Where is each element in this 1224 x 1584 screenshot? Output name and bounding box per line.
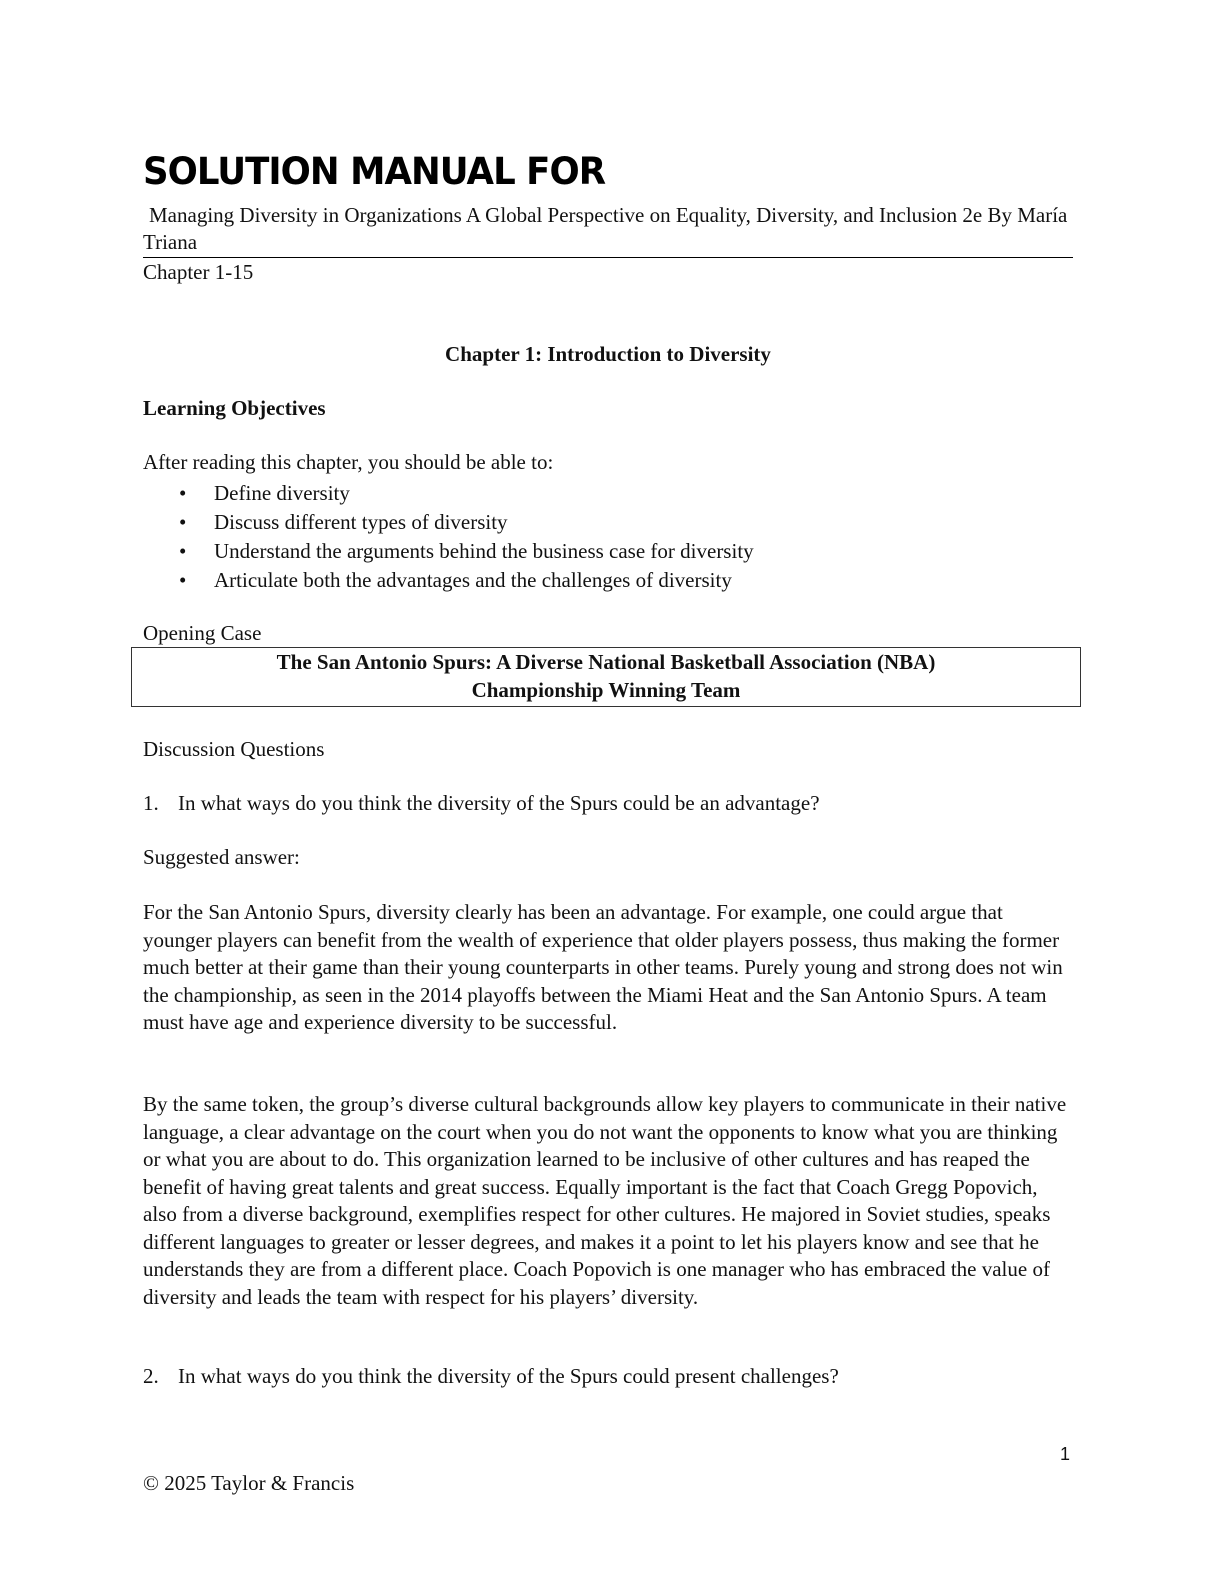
answer-paragraph-1: For the San Antonio Spurs, diversity clearly has been an advantage. For example, one could argue that younger players can benefit from the wealth of experience that older players possess, thus making the former much better at their game than their young counterparts in other teams. Purely young and strong does not win the championship, as seen in the 2014 playoffs between the Miami Heat and the San Antonio Spurs. A team must have age and experience diversity to be successful. [143,900,1063,1034]
question-1 [143,791,820,816]
solution-manual-banner: SOLUTION MANUAL FOR [143,150,606,193]
question-number: 1. [143,791,159,815]
chapter-title: Chapter 1: Introduction to Diversity [445,342,771,366]
question-2 [143,1364,839,1389]
learning-objectives-heading: Learning Objectives [143,396,326,420]
objective-text: Articulate both the advantages and the challenges of diversity [214,568,732,592]
question-text: In what ways do you think the diversity of the Spurs could present challenges? [178,1364,839,1388]
objective-text: Define diversity [214,481,350,505]
book-subtitle: Managing Diversity in Organizations A Global Perspective on Equality, Diversity, and Inclusion 2e By María Triana [143,202,1073,258]
discussion-questions-heading: Discussion Questions [143,737,325,761]
bullet-icon: • [179,481,187,505]
opening-case-label: Opening Case [143,621,262,645]
list-item [143,538,754,567]
answer-paragraph-2: By the same token, the group’s diverse cultural backgrounds allow key players to communicate in their native language, a clear advantage on the court when you do not want the opponents to know what you are thinking or what you are about to do. This organization learned to be inclusive of other cultures and has reaped the benefit of having great talents and great success. Equally important is the fact that Coach Gregg Popovich, also from a diverse background, exemplifies respect for other cultures. He majored in Soviet studies, speaks different languages to greater or lesser degrees, and makes it a point to let his players know and see that he understands they are from a different place. Coach Popovich is one manager who has embraced the value of diversity and leads the team with respect for his players’ diversity. [143,1092,1067,1309]
bullet-icon: • [179,539,187,563]
list-item [143,567,754,596]
copyright-footer: © 2025 Taylor & Francis [143,1471,355,1495]
objectives-list [143,480,754,596]
question-number: 2. [143,1364,159,1388]
objectives-intro: After reading this chapter, you should be able to: [143,450,554,474]
bullet-icon: • [179,510,187,534]
chapter-range: Chapter 1-15 [143,260,254,284]
objective-text: Discuss different types of diversity [214,510,508,534]
case-title-line-2: Championship Winning Team [471,678,741,702]
question-text: In what ways do you think the diversity of the Spurs could be an advantage? [178,791,820,815]
bullet-icon: • [179,568,187,592]
list-item [143,509,754,538]
opening-case-title-box [131,647,1081,707]
case-title-line-1: The San Antonio Spurs: A Diverse National Basketball Association (NBA) [276,650,936,674]
list-item [143,480,754,509]
page-number: 1 [1059,1444,1070,1464]
suggested-answer-label: Suggested answer: [143,845,300,869]
objective-text: Understand the arguments behind the business case for diversity [214,539,754,563]
